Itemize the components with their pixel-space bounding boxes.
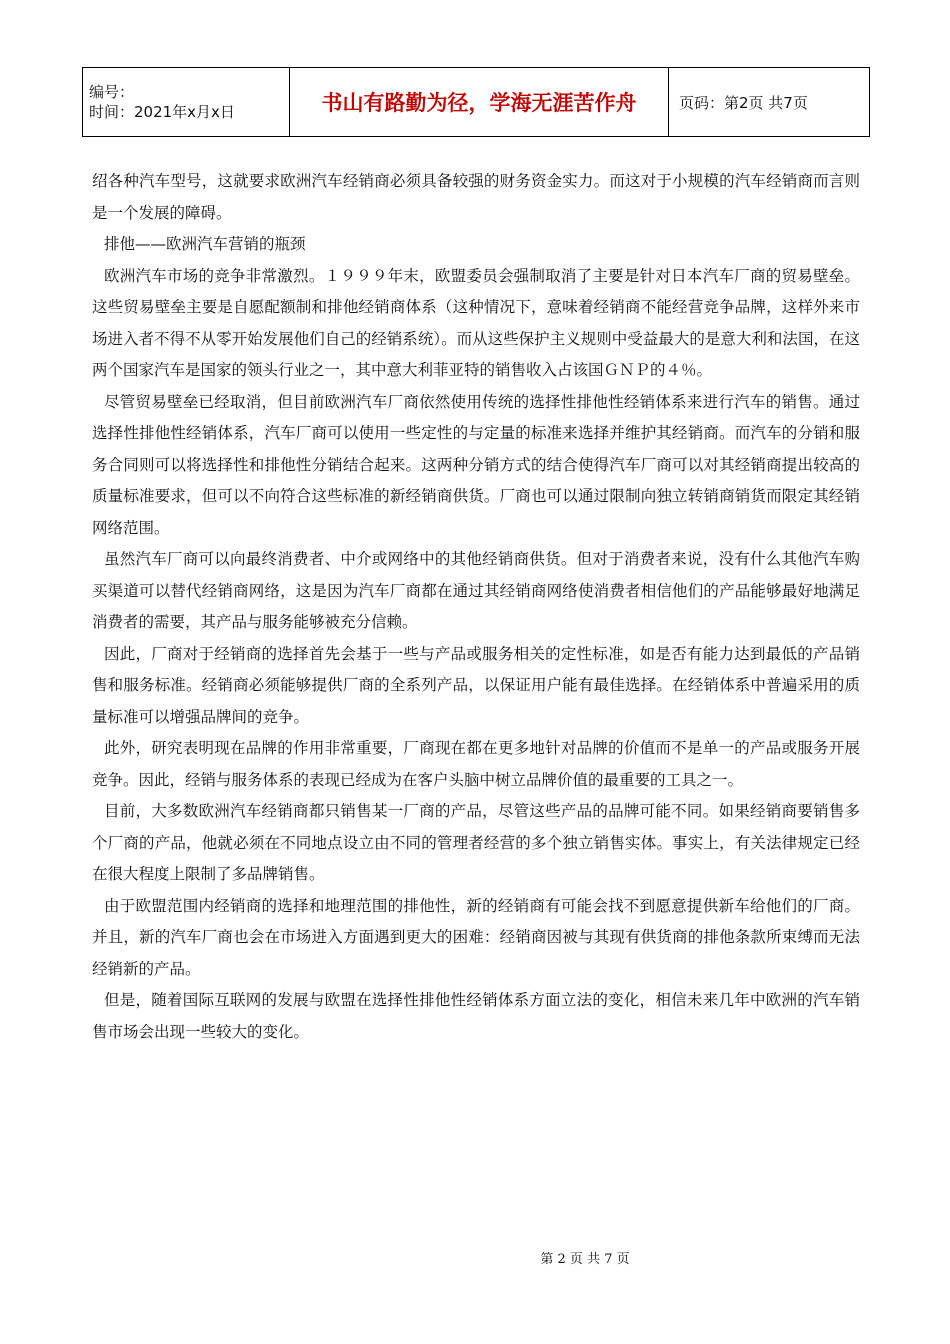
- document-body: [92, 166, 860, 1048]
- paragraph: 虽然汽车厂商可以向最终消费者、中介或网络中的其他经销商供货。但对于消费者来说，没有什么其他汽车购买渠道可以替代经销商网络，这是因为汽车厂商都在通过其经销商网络使消费者相信他们的产品能够最好地满足消费者的需要，其产品与服务能够被充分信赖。: [92, 550, 860, 631]
- paragraph: 尽管贸易壁垒已经取消，但目前欧洲汽车厂商依然使用传统的选择性排他性经销体系来进行汽车的销售。通过选择性排他性经销体系，汽车厂商可以使用一些定性的与定量的标准来选择并维护其经销商。而汽车的分销和服务合同则可以将选择性和排他性分销结合起来。这两种分销方式的结合使得汽车厂商可以对其经销商提出较高的质量标准要求，但可以不向符合这些标准的新经销商供货。厂商也可以通过限制向独立转销商销货而限定其经销网络范围。: [92, 392, 860, 537]
- motto: 书山有路勤为径，学海无涯苦作舟: [290, 68, 669, 137]
- page-footer: [0, 1248, 950, 1267]
- page-header: [82, 67, 870, 137]
- paragraph: 欧洲汽车市场的竞争非常激烈。１９９９年末，欧盟委员会强制取消了主要是针对日本汽车厂商的贸易壁垒。这些贸易壁垒主要是自愿配额制和排他经销商体系（这种情况下，意味着经销商不能经营竞争品牌，这样外来市场进入者不得不从零开始发展他们自己的经销系统）。而从这些保护主义规则中受益最大的是意大利和法国，在这两个国家汽车是国家的领头行业之一，其中意大利菲亚特的销售收入占该国ＧＮＰ的４％。: [92, 266, 860, 379]
- number-label: 编号：: [89, 83, 135, 101]
- paragraph: 目前，大多数欧洲汽车经销商都只销售某一厂商的产品，尽管这些产品的品牌可能不同。如果经销商要销售多个厂商的产品，他就必须在不同地点设立由不同的管理者经营的多个独立销售实体。事实上，有关法律规定已经在很大程度上限制了多品牌销售。: [92, 802, 860, 883]
- page-indicator: 页码：第2页 共7页: [669, 68, 870, 137]
- date-label: 时间：2021年x月x日: [89, 103, 235, 121]
- paragraph: 此外，研究表明现在品牌的作用非常重要，厂商现在都在更多地针对品牌的价值而不是单一的产品或服务开展竞争。因此，经销与服务体系的表现已经成为在客户头脑中树立品牌价值的最重要的工具之一。: [92, 739, 860, 789]
- header-meta-cell: [83, 68, 290, 137]
- paragraph: 但是，随着国际互联网的发展与欧盟在选择性排他性经销体系方面立法的变化，相信未来几年中欧洲的汽车销售市场会出现一些较大的变化。: [92, 991, 860, 1041]
- paragraph: 绍各种汽车型号，这就要求欧洲汽车经销商必须具备较强的财务资金实力。而这对于小规模的汽车经销商而言则是一个发展的障碍。: [92, 172, 860, 222]
- paragraph: 由于欧盟范围内经销商的选择和地理范围的排他性，新的经销商有可能会找不到愿意提供新车给他们的厂商。并且，新的汽车厂商也会在市场进入方面遇到更大的困难：经销商因被与其现有供货商的排他条款所束缚而无法经销新的产品。: [92, 896, 860, 978]
- paragraph: 因此，厂商对于经销商的选择首先会基于一些与产品或服务相关的定性标准，如是否有能力达到最低的产品销售和服务标准。经销商必须能够提供厂商的全系列产品，以保证用户能有最佳选择。在经销体系中普遍采用的质量标准可以增强品牌间的竞争。: [92, 644, 860, 726]
- footer-page-number: 第 2 页 共 7 页: [540, 1252, 630, 1267]
- section-heading: 排他——欧洲汽车营销的瓶颈: [104, 235, 306, 253]
